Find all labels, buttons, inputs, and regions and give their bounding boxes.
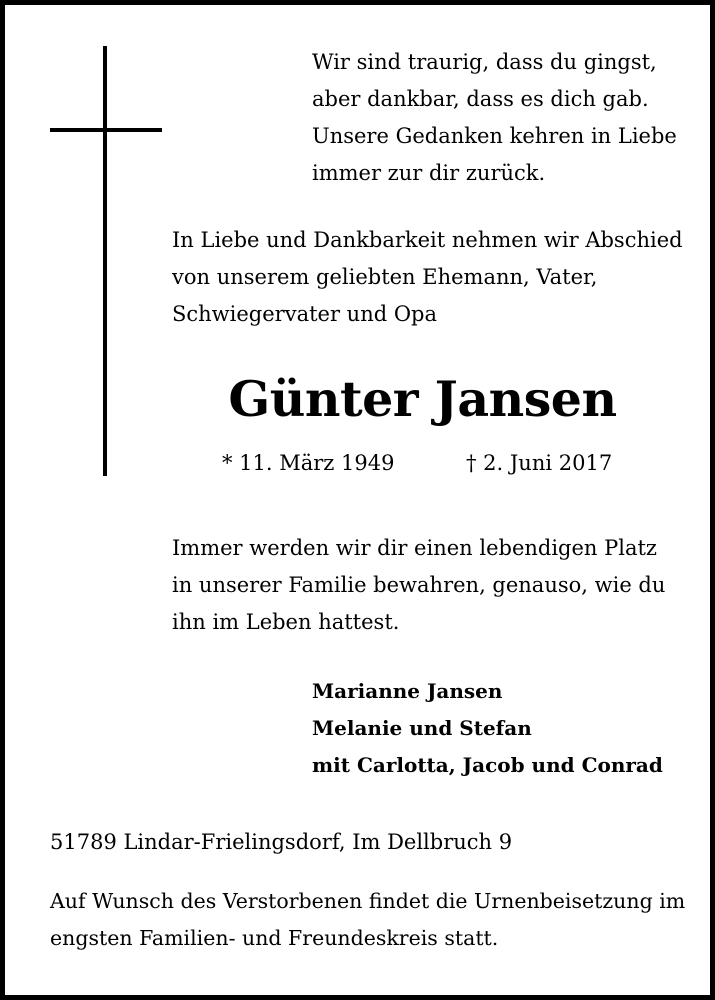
intro-text xyxy=(172,222,683,333)
poem-line: Unsere Gedanken kehren in Liebe xyxy=(312,124,677,148)
death-date: † 2. Juni 2017 xyxy=(466,451,613,475)
burial-note xyxy=(50,883,685,957)
cross-horizontal-bar xyxy=(50,128,162,132)
intro-line: von unserem geliebten Ehemann, Vater, xyxy=(172,265,598,289)
intro-line: Schwiegervater und Opa xyxy=(172,302,438,326)
deceased-name: Günter Jansen xyxy=(228,370,617,428)
memory-text xyxy=(172,530,665,641)
address: 51789 Lindar-Frielingsdorf, Im Dellbruch 9 xyxy=(50,830,513,854)
mourner-line: Melanie und Stefan xyxy=(312,716,532,740)
memory-line: Immer werden wir dir einen lebendigen Platz xyxy=(172,536,657,560)
poem-line: aber dankbar, dass es dich gab. xyxy=(312,87,649,111)
memory-line: ihn im Leben hattest. xyxy=(172,610,400,634)
mourners xyxy=(312,673,663,784)
birth-date: * 11. März 1949 xyxy=(222,451,395,475)
note-line: Auf Wunsch des Verstorbenen findet die Urnenbeisetzung im xyxy=(50,889,686,913)
poem-line: Wir sind traurig, dass du gingst, xyxy=(312,50,657,74)
intro-line: In Liebe und Dankbarkeit nehmen wir Abschied xyxy=(172,228,683,252)
memory-line: in unserer Familie bewahren, genauso, wie du xyxy=(172,573,666,597)
poem xyxy=(312,44,677,192)
mourner-line: Marianne Jansen xyxy=(312,679,503,703)
poem-line: immer zur dir zurück. xyxy=(312,161,546,185)
note-line: engsten Familien- und Freundeskreis statt. xyxy=(50,926,499,950)
mourner-line: mit Carlotta, Jacob und Conrad xyxy=(312,753,663,777)
